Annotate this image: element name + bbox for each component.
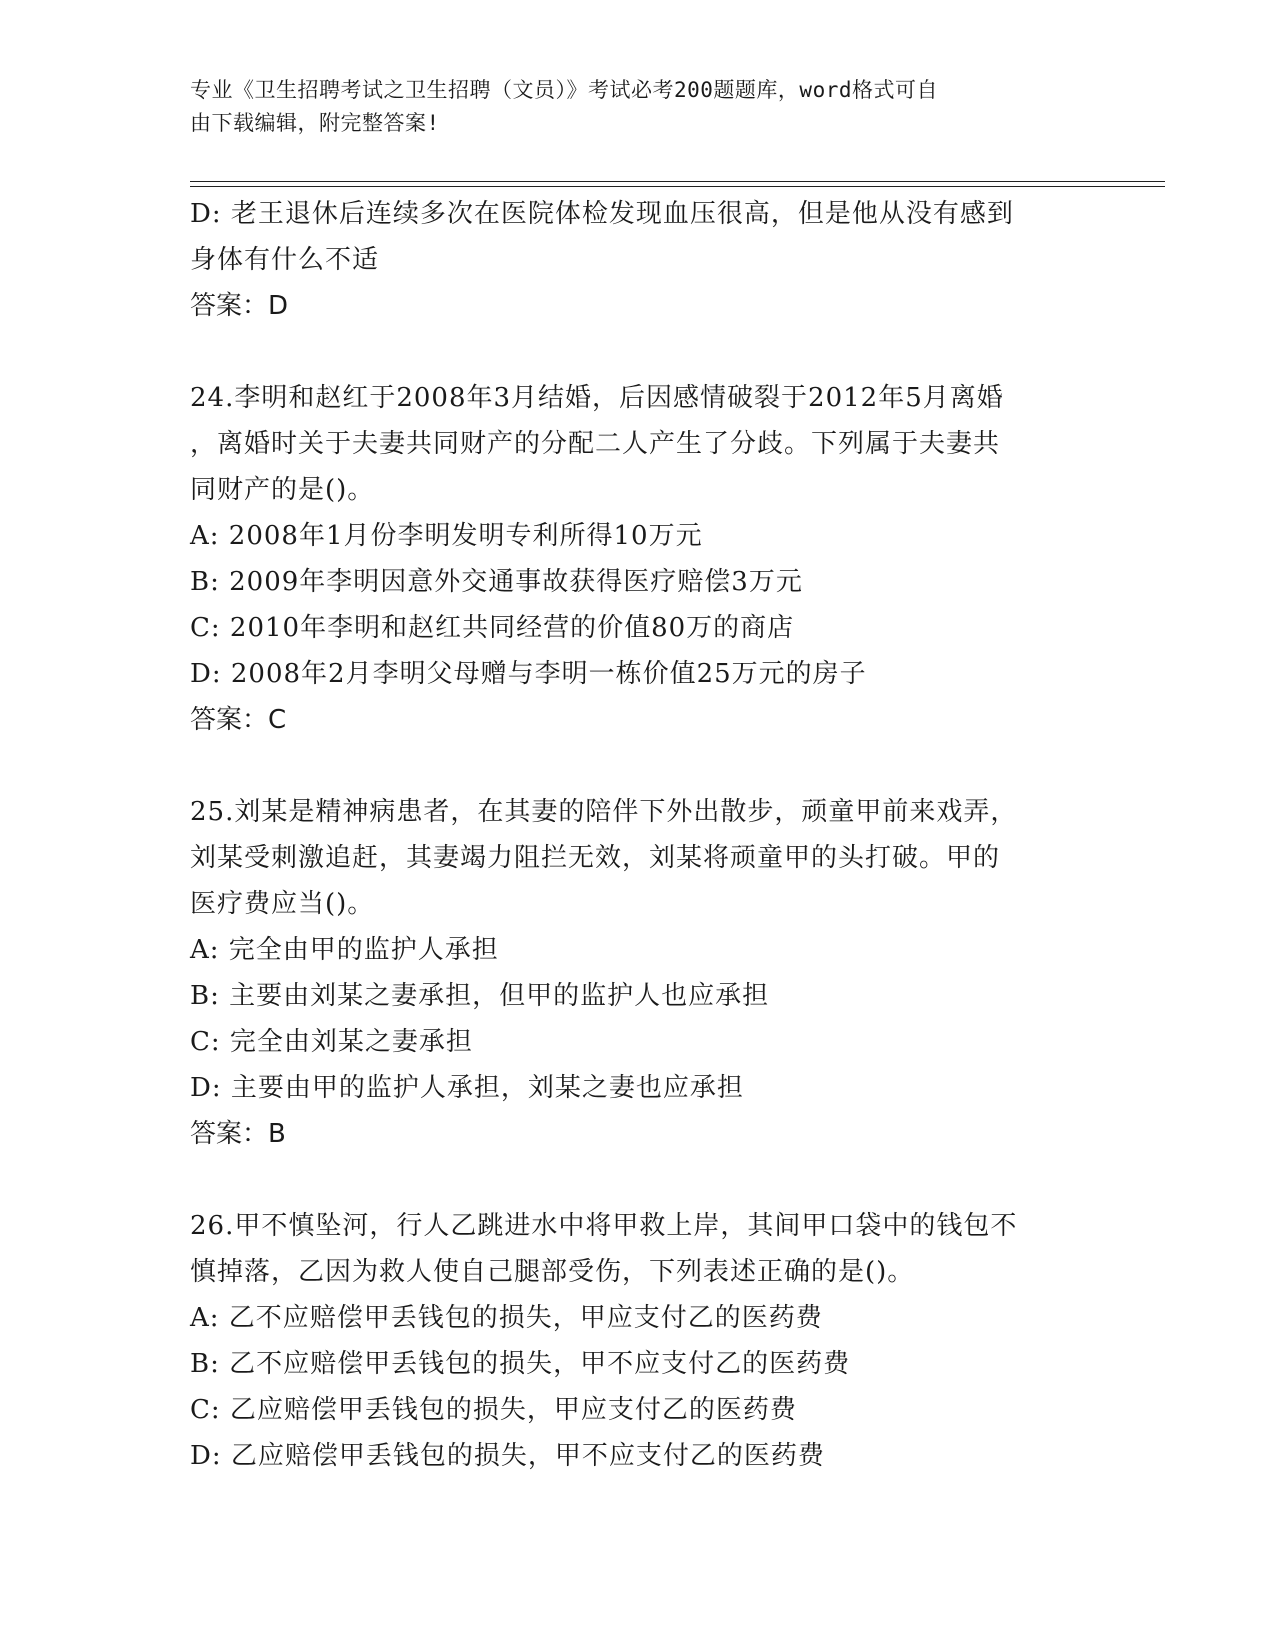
question-25 (190, 789, 1090, 1157)
option-b: B: 主要由刘某之妻承担，但甲的监护人也应承担 (190, 981, 770, 1011)
option-a: A: 2008年1月份李明发明专利所得10万元 (190, 521, 703, 551)
question-stem: 刘某受刺激追赶，其妻竭力阻拦无效，刘某将顽童甲的头打破。甲的 (190, 843, 1001, 873)
question-stem: 慎掉落，乙因为救人使自己腿部受伤，下列表述正确的是()。 (190, 1257, 915, 1287)
spacer (190, 1157, 1090, 1203)
answer-line: 答案：D (190, 291, 289, 321)
question-stem: 24.李明和赵红于2008年3月结婚，后因感情破裂于2012年5月离婚 (190, 383, 1004, 413)
answer-line: 答案：B (190, 1119, 286, 1149)
header-line-2: 由下载编辑，附完整答案! (190, 111, 440, 135)
question-content (190, 191, 1090, 1479)
question-stem: 25.刘某是精神病患者，在其妻的陪伴下外出散步，顽童甲前来戏弄， (190, 797, 1018, 827)
option-c: C: 2010年李明和赵红共同经营的价值80万的商店 (190, 613, 795, 643)
page-header (190, 74, 1090, 140)
header-rule-bottom (190, 186, 1165, 187)
question-stem: ，离婚时关于夫妻共同财产的分配二人产生了分歧。下列属于夫妻共 (190, 429, 1001, 459)
question-stem: 26.甲不慎坠河，行人乙跳进水中将甲救上岸，其间甲口袋中的钱包不 (190, 1211, 1018, 1241)
spacer (190, 329, 1090, 375)
header-rule-top (190, 181, 1165, 182)
option-d: D: 乙应赔偿甲丢钱包的损失，甲不应支付乙的医药费 (190, 1441, 825, 1471)
option-b: B: 乙不应赔偿甲丢钱包的损失，甲不应支付乙的医药费 (190, 1349, 851, 1379)
question-24 (190, 375, 1090, 743)
option-c: C: 完全由刘某之妻承担 (190, 1027, 473, 1057)
option-c: C: 乙应赔偿甲丢钱包的损失，甲应支付乙的医药费 (190, 1395, 797, 1425)
option-d-continued: 身体有什么不适 (190, 245, 380, 275)
spacer (190, 743, 1090, 789)
header-line-1: 专业《卫生招聘考试之卫生招聘（文员）》考试必考200题题库，word格式可自 (190, 78, 938, 102)
question-stem: 同财产的是()。 (190, 475, 375, 505)
question-stem: 医疗费应当()。 (190, 889, 375, 919)
option-a: A: 完全由甲的监护人承担 (190, 935, 499, 965)
option-d: D: 老王退休后连续多次在医院体检发现血压很高，但是他从没有感到 (190, 199, 1014, 229)
answer-line: 答案：C (190, 705, 287, 735)
option-d: D: 主要由甲的监护人承担，刘某之妻也应承担 (190, 1073, 744, 1103)
option-d: D: 2008年2月李明父母赠与李明一栋价值25万元的房子 (190, 659, 867, 689)
option-b: B: 2009年李明因意外交通事故获得医疗赔偿3万元 (190, 567, 803, 597)
question-26 (190, 1203, 1090, 1479)
question-23-tail (190, 191, 1090, 329)
option-a: A: 乙不应赔偿甲丢钱包的损失，甲应支付乙的医药费 (190, 1303, 823, 1333)
